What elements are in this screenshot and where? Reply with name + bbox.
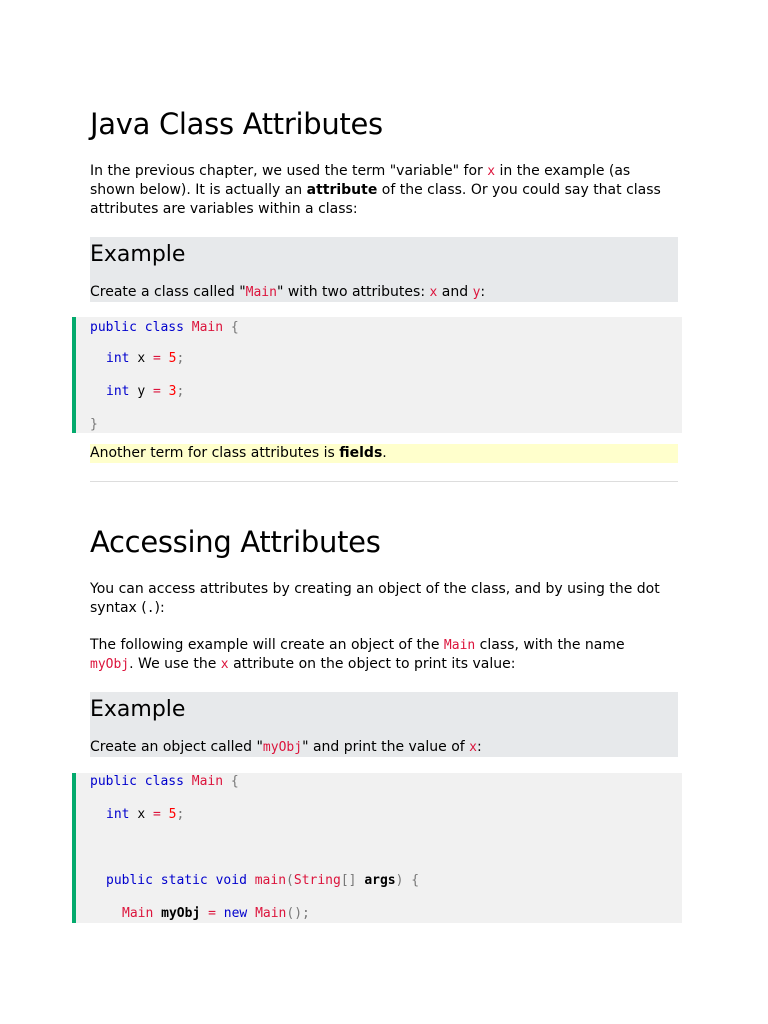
p2-text-4: attribute on the object to print its value: — [228, 656, 516, 672]
desc2-code-x: x — [469, 740, 477, 755]
code-line — [106, 350, 184, 367]
p2-code-main: Main — [443, 638, 476, 653]
code-brace: { — [230, 774, 239, 789]
code-identifier: myObj — [161, 906, 201, 921]
access-paragraph-1 — [90, 580, 670, 618]
p2-text-1: The following example will create an object of the — [90, 637, 444, 653]
desc2-code-myobj: myObj — [262, 740, 303, 755]
code-number: 5 — [168, 351, 177, 366]
intro-text-1: In the previous chapter, we used the term "variable" for — [90, 163, 488, 179]
code-identifier: y — [137, 384, 146, 399]
code-line — [90, 319, 239, 336]
p2-text-2: class, with the name — [475, 637, 625, 653]
code-identifier: x — [137, 807, 146, 822]
example-box-2 — [90, 692, 678, 757]
code-keyword: void — [215, 873, 247, 888]
note-text-1: Another term for class attributes is — [90, 445, 340, 461]
code-punct: ; — [176, 351, 185, 366]
code-operator: = — [208, 906, 216, 921]
code-identifier: x — [137, 351, 146, 366]
code-class-name: String — [293, 873, 341, 888]
example-description-1 — [90, 283, 670, 302]
code-number: 3 — [168, 384, 177, 399]
desc2-text-b: " and print the value of — [302, 739, 470, 755]
code-punct: ( — [286, 873, 294, 888]
code-class-name: Main — [122, 906, 154, 921]
intro-paragraph — [90, 162, 670, 219]
code-keyword: int — [106, 807, 130, 822]
code-keyword: new — [223, 906, 248, 921]
page-title: Java Class Attributes — [90, 107, 383, 141]
note-fields — [90, 444, 678, 463]
code-line — [106, 383, 184, 400]
intro-bold-attribute: attribute — [306, 182, 378, 198]
code-brace: { — [230, 320, 239, 335]
code-class-name: Main — [191, 320, 224, 335]
code-class-name: Main — [255, 906, 287, 921]
code-block-2[interactable] — [72, 773, 682, 923]
intro-text-3: of the class. Or you could say that class attributes are variables within a class: — [90, 182, 661, 217]
note-bold-fields: fields — [339, 445, 383, 461]
desc-text-b: " with two attributes: — [276, 284, 430, 300]
access-paragraph-2 — [90, 636, 670, 674]
code-punct: ) — [395, 873, 404, 888]
code-operator: = — [152, 384, 161, 399]
example-heading-1: Example — [90, 242, 186, 267]
code-method-name: main — [254, 873, 287, 888]
desc-text-a: Create a class called " — [90, 284, 246, 300]
desc-text-and: and — [437, 284, 473, 300]
p2-code-myobj: myObj — [90, 657, 130, 672]
p2-code-x: x — [220, 657, 229, 672]
code-class-name: Main — [191, 774, 224, 789]
code-keyword: public — [90, 320, 137, 335]
desc-code-main: Main — [245, 285, 277, 300]
code-brace: { — [411, 873, 420, 888]
code-punct: ; — [176, 807, 185, 822]
code-identifier: args — [364, 873, 396, 888]
code-line — [90, 773, 239, 790]
example-description-2 — [90, 738, 670, 757]
example-box-1 — [90, 237, 678, 302]
intro-text-2: in the example (as shown below). It is actually an — [90, 163, 631, 198]
code-block-1[interactable] — [72, 317, 682, 433]
code-line — [90, 416, 98, 433]
code-keyword: class — [144, 320, 184, 335]
desc2-text-c: : — [476, 739, 482, 755]
code-operator: = — [152, 351, 161, 366]
code-keyword: public — [106, 873, 153, 888]
code-keyword: class — [144, 774, 184, 789]
example-heading-2: Example — [90, 697, 186, 722]
code-line — [122, 905, 310, 922]
code-number: 5 — [168, 807, 177, 822]
section-title: Accessing Attributes — [90, 525, 381, 559]
desc2-text-a: Create an object called " — [90, 739, 263, 755]
code-punct: [] — [340, 873, 357, 888]
intro-code-x: x — [487, 164, 496, 179]
section-divider — [90, 481, 678, 482]
code-brace: } — [90, 417, 98, 432]
code-line — [106, 806, 184, 823]
code-punct: (); — [286, 906, 310, 921]
code-keyword: int — [106, 384, 130, 399]
desc-code-y: y — [472, 285, 481, 300]
desc-text-c: : — [480, 284, 486, 300]
code-line — [106, 872, 419, 889]
code-keyword: static — [160, 873, 208, 888]
p1-code-dot: . — [146, 601, 155, 616]
code-keyword: public — [90, 774, 137, 789]
desc-code-x: x — [429, 285, 438, 300]
code-operator: = — [152, 807, 161, 822]
note-text-2: . — [382, 445, 387, 461]
p1-text-2: ): — [154, 600, 165, 616]
p2-text-3: . We use the — [129, 656, 221, 672]
code-punct: ; — [176, 384, 185, 399]
p1-text-1: You can access attributes by creating an object of the class, and by using the dot syntax ( — [90, 581, 660, 616]
code-keyword: int — [106, 351, 130, 366]
